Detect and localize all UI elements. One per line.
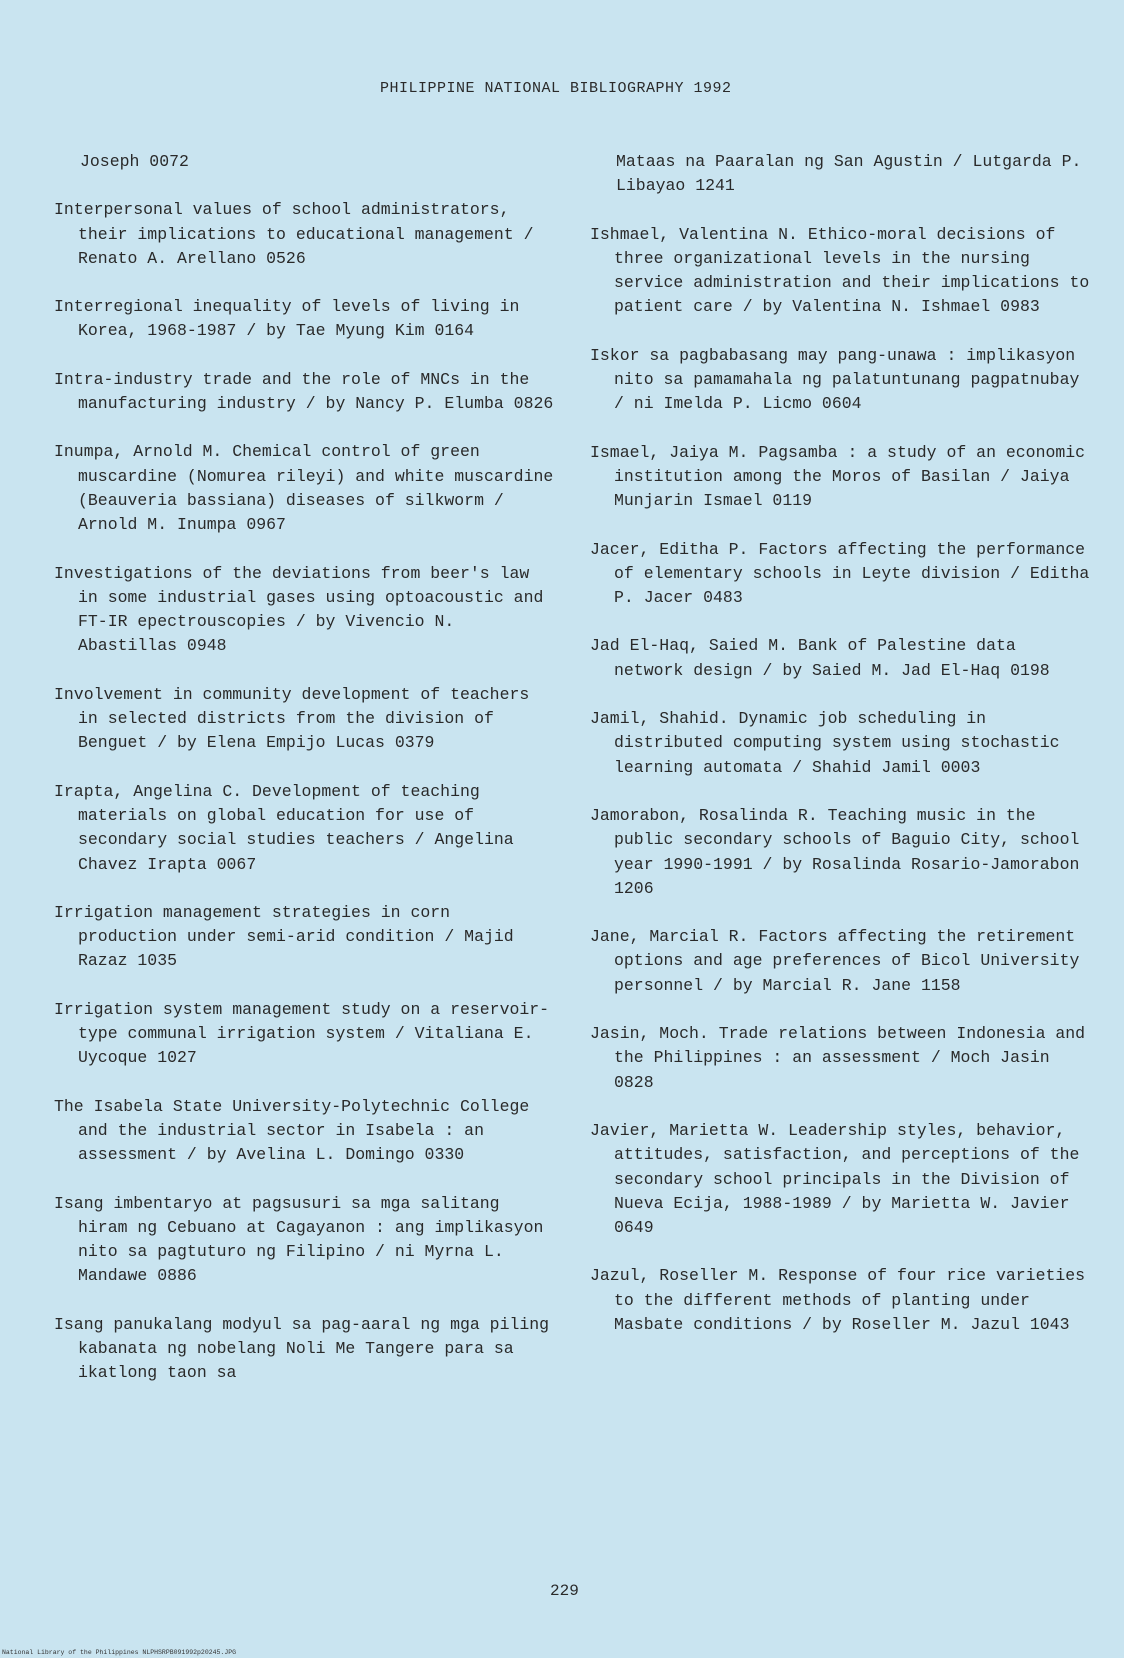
- bibliography-entry: Jacer, Editha P. Factors affecting the performance of elementary schools in Leyte division / Editha P. Jacer 0483: [590, 539, 1090, 608]
- bibliography-entry: Javier, Marietta W. Leadership styles, behavior, attitudes, satisfaction, and perceptions of the secondary school principals in the Division of Nueva Ecija, 1988-1989 / by Marietta W. Javier 0649: [590, 1120, 1080, 1238]
- bibliography-entry: Jasin, Moch. Trade relations between Indonesia and the Philippines : an assessment / Moch Jasin 0828: [590, 1024, 1086, 1092]
- bibliography-entry: Jazul, Roseller M. Response of four rice varieties to the different methods of planting under Masbate conditions / by Roseller M. Jazul 1043: [590, 1266, 1086, 1334]
- bibliography-entry: Isang imbentaryo at pagsusuri sa mga salitang hiram ng Cebuano at Cagayanon : ang implikasyon nito sa pagtuturo ng Filipino / ni Myrna L. Mandawe 0886: [54, 1193, 544, 1286]
- bibliography-entry: Intra-industry trade and the role of MNCs in the manufacturing industry / by Nancy P. Elumba 0826: [54, 369, 554, 414]
- bibliography-entry: Irrigation system management study on a reservoir-type communal irrigation system / Vitaliana E. Uycoque 1027: [54, 999, 550, 1068]
- bibliography-entry: Interregional inequality of levels of living in Korea, 1968-1987 / by Tae Myung Kim 0164: [54, 297, 520, 341]
- bibliography-entry: Jamorabon, Rosalinda R. Teaching music in the public secondary schools of Baguio City, school year 1990-1991 / by Rosalinda Rosario-Jamorabon 1206: [590, 805, 1080, 898]
- bibliography-entry: Iskor sa pagbabasang may pang-unawa : implikasyon nito sa pamamahala ng palatuntunang pagpatnubay / ni Imelda P. Licmo 0604: [590, 345, 1080, 414]
- bibliography-entry: Inumpa, Arnold M. Chemical control of green muscardine (Nomurea rileyi) and white muscardine (Beauveria bassiana) diseases of silkworm / Arnold M. Inumpa 0967: [54, 442, 554, 535]
- bibliography-entry: Irrigation management strategies in corn production under semi-arid condition / Majid Razaz 1035: [54, 902, 514, 971]
- page-number: 229: [550, 1582, 579, 1600]
- bibliography-entry: Ishmael, Valentina N. Ethico-moral decisions of three organizational levels in the nursing service administration and their implications to patient care / by Valentina N. Ishmael 0983: [590, 224, 1090, 317]
- right-column: [590, 150, 1090, 1361]
- bibliography-entry: Jane, Marcial R. Factors affecting the retirement options and age preferences of Bicol University personnel / by Marcial R. Jane 1158: [590, 927, 1080, 995]
- bibliography-entry: Involvement in community development of teachers in selected districts from the division of Benguet / by Elena Empijo Lucas 0379: [54, 684, 530, 753]
- bibliography-entry: Irapta, Angelina C. Development of teaching materials on global education for use of secondary social studies teachers / Angelina Chavez Irapta 0067: [54, 781, 514, 874]
- entry-continuation: Joseph 0072: [80, 152, 189, 171]
- bibliography-entry: Interpersonal values of school administrators, their implications to educational management / Renato A. Arellano 0526: [54, 200, 534, 268]
- bibliography-entry: Investigations of the deviations from beer's law in some industrial gases using optoacoustic and FT-IR epectrouscopies / by Vivencio N. Abastillas 0948: [54, 563, 544, 656]
- bibliography-entry: Jad El-Haq, Saied M. Bank of Palestine data network design / by Saied M. Jad El-Haq 0198: [590, 636, 1050, 680]
- bibliography-entry: Jamil, Shahid. Dynamic job scheduling in distributed computing system using stochastic learning automata / Shahid Jamil 0003: [590, 709, 1060, 777]
- bibliography-entry: Ismael, Jaiya M. Pagsamba : a study of an economic institution among the Moros of Basilan / Jaiya Munjarin Ismael 0119: [590, 442, 1086, 511]
- entry-continuation: Mataas na Paaralan ng San Agustin / Lutgarda P. Libayao 1241: [616, 152, 1082, 196]
- bibliography-entry: The Isabela State University-Polytechnic College and the industrial sector in Isabela : an assessment / by Avelina L. Domingo 0330: [54, 1096, 530, 1165]
- left-column: [54, 150, 554, 1410]
- running-head: PHILIPPINE NATIONAL BIBLIOGRAPHY 1992: [380, 80, 732, 97]
- bibliography-entry: Isang panukalang modyul sa pag-aaral ng mga piling kabanata ng nobelang Noli Me Tangere para sa ikatlong taon sa: [54, 1314, 550, 1383]
- scan-credit: National Library of the Philippines NLPHSRPB091992p20245.JPG: [2, 1649, 237, 1656]
